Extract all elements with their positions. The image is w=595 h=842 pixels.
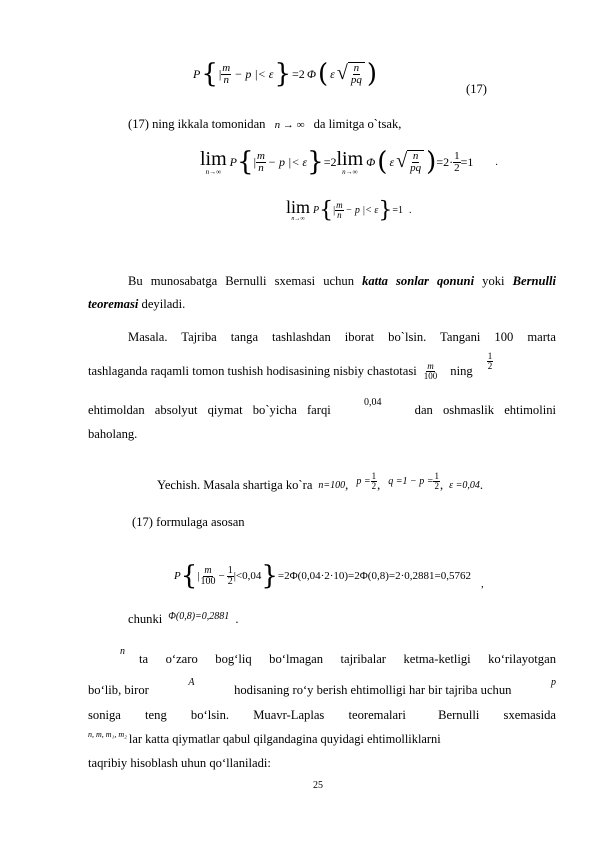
denominator: 2 bbox=[434, 481, 439, 491]
equation-number: (17) bbox=[466, 82, 487, 96]
half-numerator: 1 bbox=[454, 149, 460, 162]
para3-line-4 bbox=[88, 732, 556, 747]
fraction-m-over-n bbox=[335, 201, 344, 220]
left-brace: { bbox=[180, 561, 198, 591]
calculation: P { | $\frac{m}{100}$ − $\frac{1}{2}$ |<0,04 } =2Φ(0,04·2·10)=2Φ(0,8)=2·0,2881=0,5762 , bbox=[174, 561, 484, 591]
variables-list: n, m, m₁, m₂ bbox=[88, 730, 127, 739]
denominator: 2 bbox=[227, 575, 233, 587]
limit-operator bbox=[286, 198, 310, 222]
half-numerator: 1 bbox=[487, 351, 493, 361]
sqrt-numerator: n bbox=[353, 62, 360, 74]
inequality: − p |< ε bbox=[345, 204, 379, 216]
para3-text-1: ta o‘zaro bog‘liq bo‘lmagan tajribalar ketma-ketligi ko‘rilayotgan bbox=[139, 652, 556, 666]
prob-symbol: P bbox=[193, 66, 201, 81]
one-half bbox=[453, 151, 461, 174]
numerator: 1 bbox=[434, 471, 439, 481]
problem-line-4: baholang. bbox=[88, 427, 138, 441]
fraction-m-over-n bbox=[253, 149, 266, 174]
denominator: n bbox=[223, 73, 230, 86]
term-bernoulli-theorem: Bernulli teoremasi bbox=[88, 274, 556, 311]
epsilon-value: ε =0,04 bbox=[449, 480, 480, 491]
abs-bar: | bbox=[218, 66, 222, 81]
lim-word: lim bbox=[286, 197, 311, 217]
p-one-half bbox=[371, 472, 378, 491]
prob-symbol: P bbox=[313, 204, 320, 216]
value-004: 0,04 bbox=[363, 397, 382, 408]
left-brace: { bbox=[201, 59, 218, 89]
one-half bbox=[487, 352, 494, 371]
period: . bbox=[235, 612, 239, 626]
problem-ning: ning bbox=[450, 364, 473, 378]
period: . bbox=[408, 204, 412, 216]
para3-line-2 bbox=[88, 677, 556, 698]
half-denominator: 2 bbox=[487, 361, 493, 371]
epsilon: ε bbox=[389, 154, 395, 169]
because-line bbox=[128, 612, 238, 627]
denominator: 2 bbox=[371, 481, 377, 491]
inequality: |<0,04 bbox=[233, 570, 262, 582]
problem-line-3 bbox=[88, 397, 556, 418]
calculation-result: =2Φ(0,04·2·10)=2Φ(0,8)=2·0,2881=0,5762 bbox=[277, 570, 471, 582]
epsilon: ε bbox=[330, 66, 335, 81]
para1-text: Bu munosabatga Bernulli sxemasi uchun bbox=[128, 274, 354, 288]
one-half bbox=[227, 566, 234, 587]
prob-symbol: P bbox=[229, 154, 238, 169]
equation-17 bbox=[193, 56, 377, 92]
para1-end: deyiladi. bbox=[141, 297, 186, 311]
square-root: √ $\frac{n}{pq}$ bbox=[396, 150, 424, 174]
para3-text-2a: bo‘lib, biror bbox=[88, 683, 149, 697]
limit-operator-2 bbox=[336, 149, 363, 176]
equals-one: =1 bbox=[392, 204, 403, 216]
left-paren: ( bbox=[317, 59, 329, 89]
lim-word: lim bbox=[336, 147, 364, 170]
var-n: n bbox=[120, 646, 125, 657]
para3-text-4: lar katta qiymatlar qabul qilgandagina quyidagi ehtimolliklarni bbox=[128, 732, 441, 746]
solution-text: Yechish. Masala shartiga ko`ra bbox=[157, 478, 313, 492]
solution-line: Yechish. Masala shartiga ko`ra n=100 , p = $\frac{1}{2}$ , q =1 − p = $\frac{1}{2}$ , ε =0,04 . bbox=[157, 471, 483, 492]
numerator: m bbox=[222, 61, 231, 74]
minus: − bbox=[218, 570, 225, 582]
right-paren: ) bbox=[366, 59, 377, 89]
limit-equation-1 bbox=[200, 140, 498, 184]
left-paren: ( bbox=[377, 147, 388, 177]
intro-text-end: da limitga o`tsak, bbox=[313, 117, 402, 131]
problem-text-3: ehtimoldan absolyut qiymat bo`yicha farqi bbox=[88, 403, 331, 417]
right-brace: } bbox=[378, 197, 393, 223]
equals-two: =2 bbox=[323, 154, 337, 169]
problem-text: tashlaganda raqamli tomon tushish hodisasining nisbiy chastotasi bbox=[88, 364, 417, 378]
inequality: − p |< ε bbox=[267, 154, 308, 169]
inequality: − p |< ε bbox=[234, 66, 274, 81]
sqrt-numerator: n bbox=[412, 150, 419, 162]
abs-bar: | bbox=[333, 204, 336, 216]
q-value: q =1 − p = bbox=[388, 476, 434, 487]
square-root: √ $\frac{n}{pq}$ bbox=[337, 62, 365, 86]
equals-two-times: =2· bbox=[436, 154, 454, 169]
denominator: n bbox=[258, 161, 264, 174]
q-one-half bbox=[433, 472, 440, 491]
prob-symbol: P bbox=[174, 570, 181, 582]
para3-text-2b: hodisaning ro‘y berish ehtimolligi har bir tajriba uchun bbox=[234, 683, 512, 697]
para1-or: yoki bbox=[482, 274, 505, 288]
lim-subscript: n→∞ bbox=[342, 167, 358, 176]
denominator: n bbox=[337, 209, 342, 220]
limit-equation-2 bbox=[286, 190, 411, 230]
n-to-infinity: n → ∞ bbox=[274, 119, 305, 131]
numerator: 1 bbox=[371, 471, 377, 481]
numerator: m bbox=[336, 199, 343, 210]
paragraph-law-of-large-numbers bbox=[88, 270, 556, 316]
numerator: m bbox=[204, 564, 212, 576]
n-value: n=100 bbox=[318, 480, 346, 491]
problem-line-2 bbox=[88, 351, 556, 381]
var-A: A bbox=[188, 677, 195, 688]
problem-line-1: Masala. Tajriba tanga tashlashdan iborat bo`lsin. Tangani 100 marta bbox=[128, 330, 556, 344]
equals-one: =1 bbox=[460, 154, 474, 169]
intro-text: (17) ning ikkala tomonidan bbox=[128, 117, 266, 131]
right-brace: } bbox=[261, 561, 278, 591]
fraction-m-over-n bbox=[218, 61, 231, 86]
sqrt-denominator: pq bbox=[410, 162, 422, 174]
page-number: 25 bbox=[313, 780, 323, 791]
because-text: chunki bbox=[128, 612, 163, 626]
lim-subscript: n→∞ bbox=[205, 167, 222, 176]
comma: , bbox=[480, 578, 484, 590]
term-law-large-numbers: katta sonlar qonuni bbox=[362, 274, 475, 288]
var-p: p bbox=[550, 677, 556, 688]
numerator: 1 bbox=[227, 564, 233, 576]
left-brace: { bbox=[319, 197, 334, 223]
denominator: 100 bbox=[423, 371, 438, 381]
denominator: 100 bbox=[200, 575, 216, 587]
period: . bbox=[495, 156, 498, 168]
right-brace: } bbox=[307, 147, 324, 177]
phi-symbol: Φ bbox=[366, 154, 376, 169]
problem-text-3-end: dan oshmaslik ehtimolini bbox=[414, 403, 556, 417]
fraction-m-over-100 bbox=[423, 362, 439, 381]
para3-line-1 bbox=[120, 646, 556, 667]
limit-intro-line bbox=[128, 117, 401, 132]
equals-two: =2 bbox=[292, 66, 305, 81]
numerator: m bbox=[427, 361, 434, 371]
half-denominator: 2 bbox=[454, 161, 460, 174]
phi-value: Φ(0,8)=0,2881 bbox=[168, 611, 230, 622]
numerator: m bbox=[256, 149, 265, 162]
lim-subscript: n→∞ bbox=[291, 216, 305, 222]
right-paren: ) bbox=[426, 147, 437, 177]
abs-bar: | bbox=[253, 154, 256, 169]
para3-line-5: taqribiy hisoblash uhun qo‘llaniladi: bbox=[88, 756, 271, 770]
lim-word: lim bbox=[200, 147, 227, 170]
phi-symbol: Φ bbox=[306, 66, 316, 81]
fraction-m-over-100 bbox=[199, 566, 216, 587]
sqrt-denominator: pq bbox=[350, 74, 362, 86]
para3-line-3: soniga teng bo‘lsin. Muavr-Laplas teoremalari Bernulli sxemasida bbox=[88, 708, 556, 722]
left-brace: { bbox=[237, 147, 254, 177]
limit-operator bbox=[200, 149, 227, 176]
p-value: p = bbox=[356, 476, 371, 487]
right-brace: } bbox=[274, 59, 292, 89]
formula-basis: (17) formulaga asosan bbox=[132, 515, 245, 529]
